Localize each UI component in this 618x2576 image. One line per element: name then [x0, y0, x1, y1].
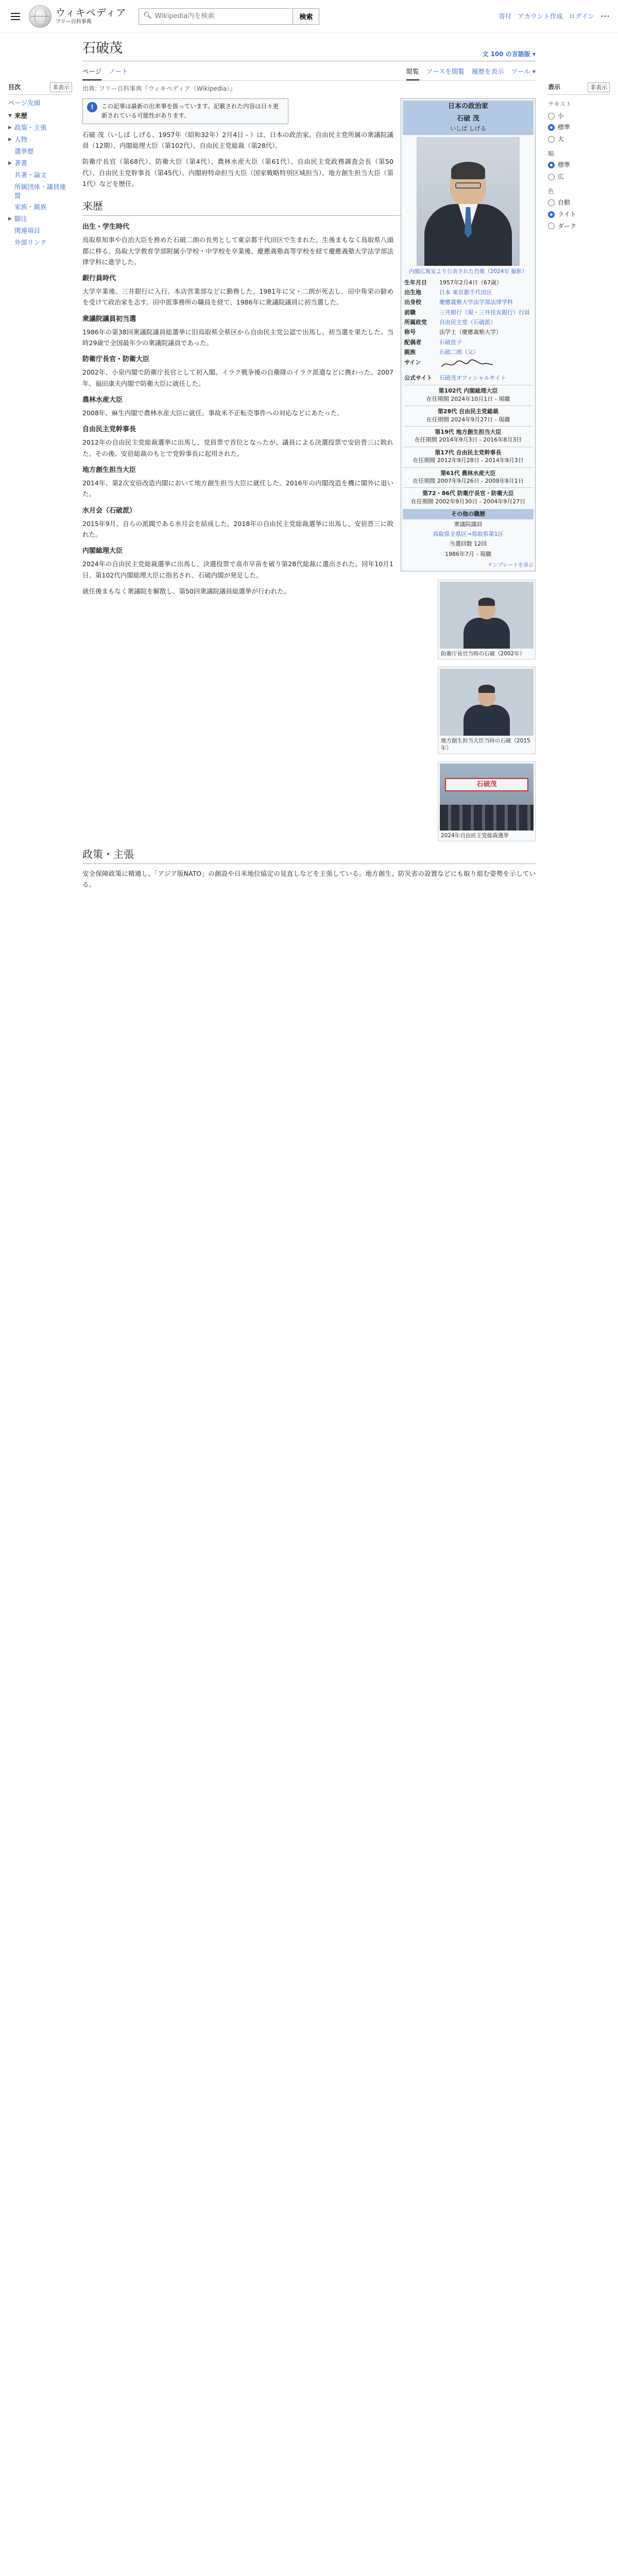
current-event-notice: ! この記事は最新の出来事を扱っています。記載された内容は日々更新されている可能性があります。	[82, 98, 288, 124]
infobox-other-item: 当選回数 12回	[449, 540, 487, 548]
tab-read[interactable]: 閲覧	[406, 64, 419, 80]
subsection-heading: 内閣総理大臣	[82, 547, 123, 555]
main-content	[82, 38, 536, 895]
infobox	[401, 98, 536, 571]
infobox-row: 出生地 日本 東京都千代田区	[404, 289, 492, 296]
tab-tools[interactable]: ツール ▾	[511, 67, 536, 76]
color-dark[interactable]: ダーク	[548, 222, 610, 231]
create-account-link[interactable]: アカウント作成	[518, 12, 563, 20]
body-paragraph: 2014年、第2次安倍改造内閣において地方創生担当大臣に就任した。2016年の内閣改造を機に閣外に退いた。	[82, 479, 393, 498]
width-group: 幅	[548, 149, 554, 157]
appearance-heading: 表示	[548, 83, 561, 91]
body-paragraph: 2012年の自由民主党総裁選挙に出馬し、党員票で首位となったが、議員による決選投票で安倍晋三に敗れた。その後、安倍総裁のもとで党幹事長に起用された。	[82, 438, 393, 457]
body-paragraph: 2008年、麻生内閣で農林水産大臣に就任。事故米不正転売事件への対応などにあたった。	[82, 409, 344, 417]
site-logo[interactable]	[29, 5, 126, 28]
subsection-heading: 地方創生担当大臣	[82, 466, 136, 474]
infobox-office: 第72・86代 防衛庁長官・防衛大臣 在任期間 2002年9月30日 - 2004年9月27日	[403, 487, 534, 506]
subsection-heading: 防衛庁長官・防衛大臣	[82, 355, 150, 364]
toc-item[interactable]: 関連項目	[14, 227, 41, 235]
page-tabs	[82, 64, 536, 80]
chevron-right-icon[interactable]: ▶	[8, 125, 12, 131]
toc-item[interactable]: ▶ 著書	[8, 159, 28, 167]
main-menu-button[interactable]	[8, 9, 23, 24]
body-paragraph: 2015年9月、自らの派閥である水月会を結成した。2018年の自由民主党総裁選挙に出馬し、安倍晋三に敗れた。	[82, 519, 393, 539]
tab-history[interactable]: 履歴を表示	[471, 67, 504, 76]
color-group: 色	[548, 187, 554, 195]
toc-item[interactable]: 家族・親族	[14, 203, 47, 211]
search-input[interactable]	[155, 12, 288, 20]
login-link[interactable]: ログイン	[569, 12, 594, 20]
body-paragraph: 就任後まもなく衆議院を解散し、第50回衆議院議員総選挙が行われた。	[82, 587, 290, 595]
chevron-right-icon[interactable]: ▶	[8, 216, 12, 222]
body-paragraph: 1986年の第38回衆議院議員総選挙に旧鳥取県全県区から自由民主党公認で出馬し、初当選を果たした。当時29歳で全国最年少の衆議院議員であった。	[82, 328, 393, 347]
thumbnail-caption: 地方創生担当大臣当時の石破（2015年）	[441, 738, 530, 752]
infobox-other-item: 衆議院議員	[454, 520, 483, 528]
body-paragraph: 2024年の自由民主党総裁選挙に出馬し、決選投票で高市早苗を破り第28代総裁に選出された。同年10月1日、第102代内閣総理大臣に指名され、石破内閣が発足した。	[82, 560, 393, 579]
portrait-image[interactable]	[417, 137, 520, 266]
toc-item[interactable]: 所属団体・議員連盟	[14, 182, 66, 199]
from-line: 出典: フリー百科事典『ウィキペディア（Wikipedia）』	[82, 84, 236, 92]
language-button[interactable]: 文 100 の言語版 ▾	[482, 50, 536, 58]
toc-heading: 目次	[8, 83, 21, 91]
language-icon: 文	[482, 50, 489, 58]
thumbnail-image[interactable]	[440, 582, 534, 649]
infobox-row: 出身校 慶應義塾大学法学部法律学科	[404, 299, 513, 306]
infobox-office: 第61代 農林水産大臣 在任期間 2007年9月26日 - 2008年8月1日	[403, 467, 534, 486]
page-title: 石破茂	[82, 41, 123, 56]
search-form	[139, 8, 319, 25]
appearance-panel	[548, 82, 610, 233]
chevron-right-icon[interactable]: ▶	[8, 137, 12, 143]
infobox-row: 公式サイト 石破茂オフィシャルサイト	[404, 375, 506, 382]
chevron-down-icon[interactable]: ▼	[8, 113, 12, 119]
toc-hide-button[interactable]: 非表示	[50, 82, 72, 92]
search-button[interactable]: 検索	[293, 8, 319, 25]
color-auto[interactable]: 自動	[548, 198, 610, 208]
subsection-heading: 出生・学生時代	[82, 223, 130, 231]
chevron-right-icon[interactable]: ▶	[8, 160, 12, 166]
thumbnail[interactable]	[438, 667, 536, 754]
tab-talk[interactable]: ノート	[109, 67, 128, 76]
user-links	[499, 9, 610, 24]
infobox-row: 親族 石破二朗（父）	[404, 349, 479, 356]
width-wide[interactable]: 広	[548, 172, 610, 182]
portrait-caption: 内閣広報室より公表された肖像（2024年 撮影）	[409, 268, 527, 275]
infobox-office: 第17代 自由民主党幹事長 在任期間 2012年9月28日 - 2014年9月3日	[403, 447, 534, 465]
site-header	[0, 0, 618, 33]
tab-view-source[interactable]: ソースを閲覧	[426, 67, 465, 76]
infobox-other-item: 1986年7月 - 現職	[445, 550, 491, 557]
subsection-heading: 農林水産大臣	[82, 396, 123, 404]
body-paragraph: 安全保障政策に精通し、「アジア版NATO」の創設や日米地位協定の見直しなどを主張している。地方創生、防災省の設置などにも取り組む姿勢を示している。	[82, 869, 536, 888]
site-subtitle: フリー百科事典	[56, 19, 92, 25]
infobox-row: 所属政党 自由民主党（石破派）	[404, 319, 496, 326]
infobox-row: 生年月日 1957年2月4日（67歳）	[404, 279, 502, 286]
text-size-group: テキスト	[548, 100, 572, 108]
text-size-standard[interactable]: 標準	[548, 123, 610, 132]
text-size-small[interactable]: 小	[548, 111, 610, 121]
infobox-other-item: 鳥取県全県区→鳥取県第1区	[433, 530, 504, 537]
infobox-other-heading: その他の職歴	[403, 509, 534, 519]
toc-item[interactable]: ▶ 政策・主張	[8, 124, 47, 132]
lead-paragraph: 防衛庁長官（第68代）、防衛大臣（第4代）、農林水産大臣（第61代）、自由民主党政務調査会長（第50代）、自由民主党幹事長（第45代）、内閣府特命担当大臣（国家戦略特別区域担当）、地方創生担当大臣（第1代）などを歴任。	[82, 158, 393, 188]
infobox-name: 石破 茂 いしば しげる	[403, 113, 534, 134]
signature-image	[439, 359, 496, 370]
infobox-table	[403, 278, 534, 383]
more-options-icon[interactable]: ⋯	[600, 10, 610, 22]
infobox-office: 第102代 内閣総理大臣 在任期間 2024年10月1日 - 現職	[403, 385, 534, 403]
thumbnail-image[interactable]	[440, 764, 534, 831]
tab-page[interactable]: ページ	[82, 64, 101, 80]
toc-item[interactable]: 選挙歴	[14, 147, 34, 156]
infobox-row: 前職 三井銀行（現・三井住友銀行）行員	[404, 309, 530, 316]
toc-item[interactable]: 外部リンク	[14, 239, 47, 247]
subsection-heading: 水月会（石破派）	[82, 506, 136, 515]
thumbnail[interactable]	[438, 580, 536, 659]
body-paragraph: 鳥取県知事や自治大臣を務めた石破二朗の長男として東京都千代田区で生まれた。生後まもなく鳥取県八頭郡に移る。鳥取大学教育学部附属小学校・中学校を卒業後、慶應義塾高等学校を経て慶應義塾大学法学部法律学科に進学した。	[82, 236, 393, 266]
thumbnail[interactable]	[438, 761, 536, 841]
search-box	[139, 8, 293, 25]
body-paragraph: 2002年、小泉内閣で防衛庁長官として初入閣。イラク戦争後の自衛隊のイラク派遣などに携わった。2007年、福田康夫内閣で防衛大臣に就任した。	[82, 368, 393, 387]
campaign-banner: 石破茂	[445, 778, 528, 791]
infobox-row: 称号 法学士（慶應義塾大学）	[404, 329, 502, 336]
infobox-row: サイン	[403, 358, 534, 373]
width-standard[interactable]: 標準	[548, 160, 610, 170]
toc-item[interactable]: ▶ 脚注	[8, 215, 28, 223]
toc-top-link[interactable]: ページ先頭	[8, 99, 41, 107]
thumbnail-caption: 2024年自由民主党総裁選挙	[441, 832, 509, 839]
body-paragraph: 大学卒業後、三井銀行に入行。本店営業部などに勤務した。1981年に父・二朗が死去し、田中角栄の勧めを受けて政治家を志す。田中派事務所の職員を経て、1986年に衆議院議員に初当選した。	[82, 287, 393, 307]
toc-sidebar	[8, 82, 72, 250]
toc-item[interactable]: 共著・論文	[14, 171, 47, 179]
thumbnail-caption: 防衛庁長官当時の石破（2002年）	[441, 651, 525, 657]
subsection-heading: 衆議院議員初当選	[82, 315, 136, 323]
clock-icon: !	[87, 102, 97, 112]
text-size-large[interactable]: 大	[548, 134, 610, 144]
template-link[interactable]: テンプレートを表示	[487, 563, 534, 569]
search-icon: 🔍︎	[143, 12, 152, 20]
toc-item[interactable]: ▼ 来歴	[8, 112, 28, 120]
infobox-country: 日本の政治家	[403, 100, 534, 113]
section-heading: 来歴	[82, 198, 536, 216]
toc-item[interactable]: ▶ 人物	[8, 135, 28, 144]
thumbnail-image[interactable]	[440, 669, 534, 736]
subsection-heading: 自由民主党幹事長	[82, 426, 136, 434]
infobox-office: 第28代 自由民主党総裁 在任期間 2024年9月27日 - 現職	[403, 405, 534, 424]
infobox-office: 第19代 地方創生担当大臣 在任期間 2014年9月3日 - 2016年8月3日	[403, 426, 534, 445]
subsection-heading: 銀行員時代	[82, 275, 116, 283]
infobox-row: 配偶者 石破佳子	[404, 338, 462, 346]
lead-paragraph: 石破 茂（いしば しげる、1957年（昭和32年）2月4日 - ）は、日本の政治家。自由民主党所属の衆議院議員（12期）、内閣総理大臣（第102代）、自由民主党総裁（第28代）。	[82, 130, 393, 150]
appearance-hide-button[interactable]: 非表示	[588, 82, 610, 92]
donate-link[interactable]: 寄付	[499, 12, 512, 20]
section-heading: 政策・主張	[82, 846, 536, 864]
wikipedia-globe-icon	[29, 5, 52, 28]
color-light[interactable]: ライト	[548, 210, 610, 219]
article-body	[82, 98, 536, 890]
site-title: ウィキペディア	[56, 7, 127, 19]
